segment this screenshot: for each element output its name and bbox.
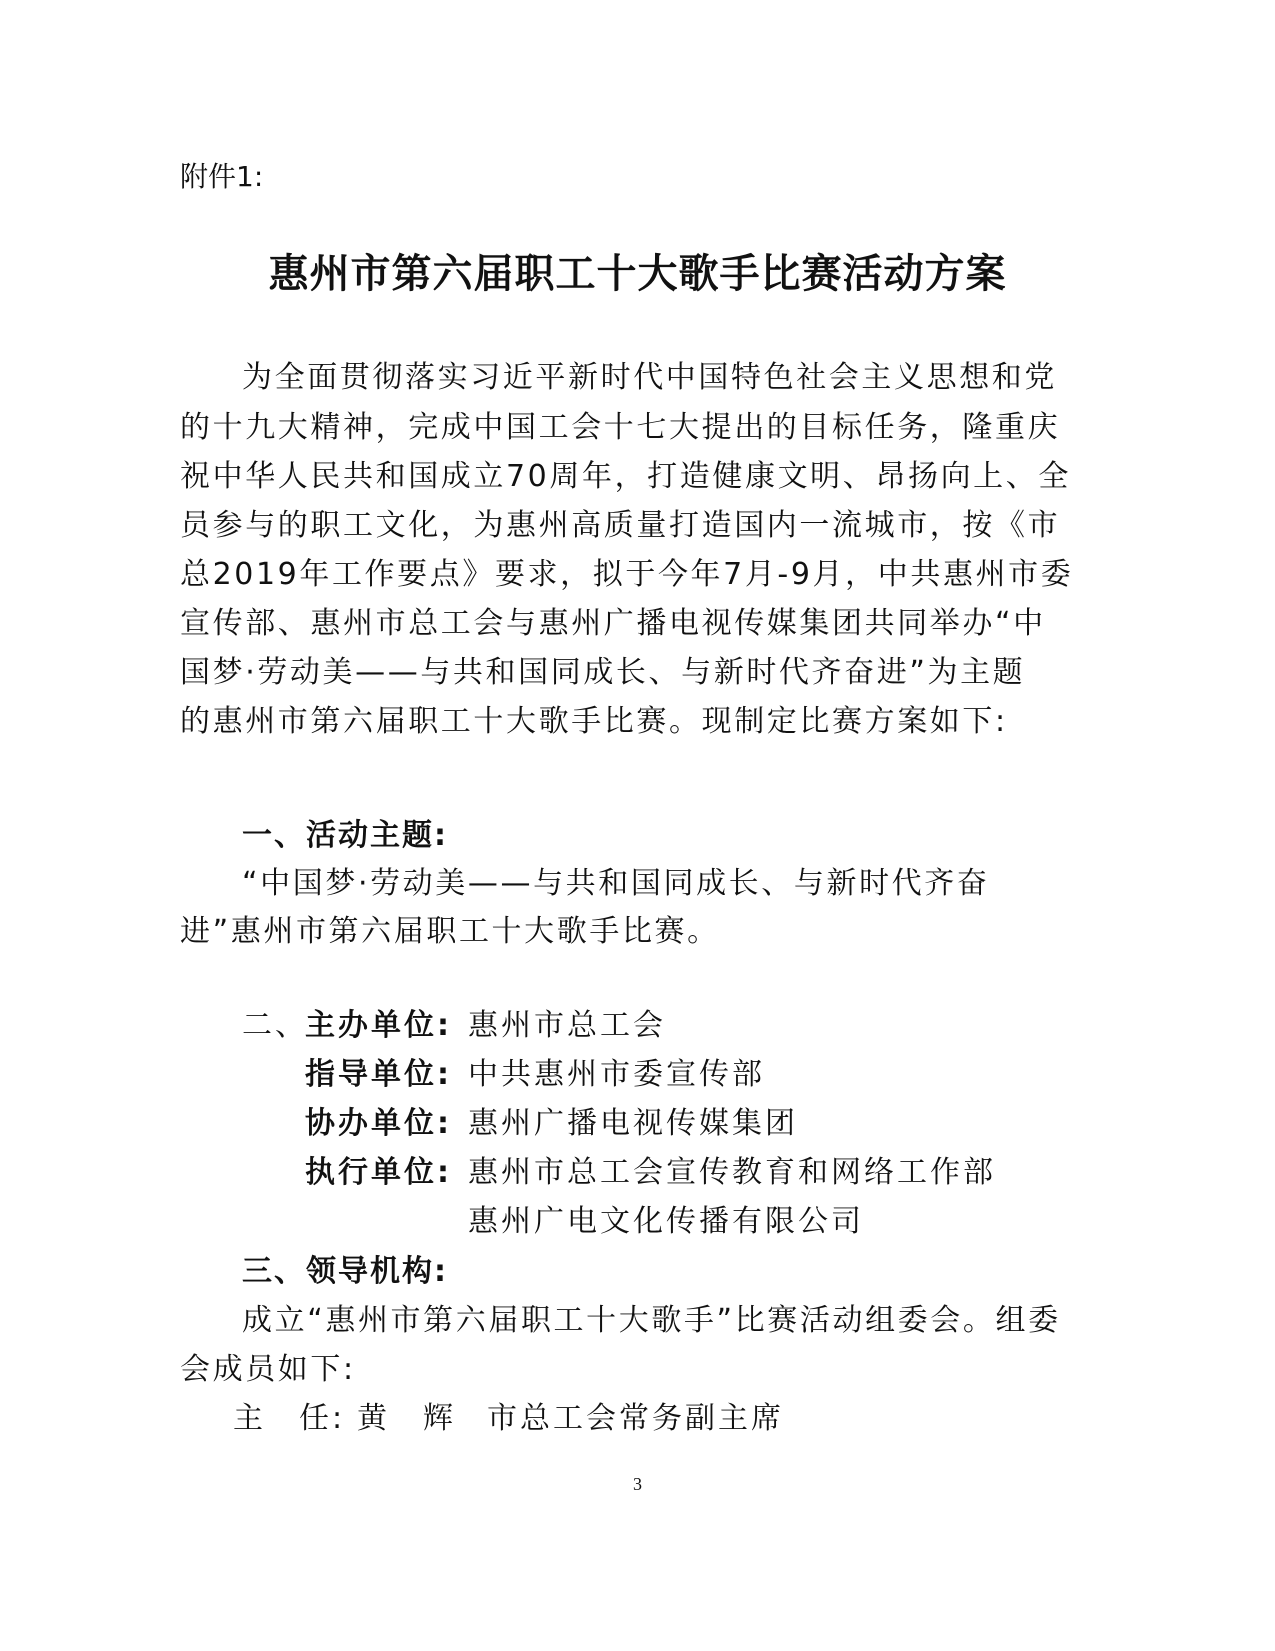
intro-line: 员参与的职工文化，为惠州高质量打造国内一流城市，按《市 bbox=[180, 508, 1061, 543]
organizer-value: 惠州广播电视传媒集团 bbox=[468, 1106, 798, 1141]
document-title: 惠州市第六届职工十大歌手比赛活动方案 bbox=[268, 250, 1007, 297]
organizer-label: 执行单位: bbox=[305, 1155, 452, 1190]
member-position: 市总工会常务副主席 bbox=[487, 1401, 784, 1436]
organizer-label: 指导单位: bbox=[305, 1057, 452, 1092]
organizer-label: 协办单位: bbox=[305, 1106, 452, 1141]
organizer-value: 中共惠州市委宣传部 bbox=[468, 1057, 765, 1092]
intro-line: 祝中华人民共和国成立70周年，打造健康文明、昂扬向上、全 bbox=[180, 459, 1071, 494]
section-prefix: 二、 bbox=[242, 1008, 308, 1043]
organizer-value: 惠州市总工会宣传教育和网络工作部 bbox=[468, 1155, 996, 1190]
organizer-label: 主办单位: bbox=[305, 1008, 452, 1043]
section-heading: 一、活动主题: bbox=[242, 818, 448, 853]
attachment-label: 附件1: bbox=[180, 160, 264, 193]
section-line: 成立“惠州市第六届职工十大歌手”比赛活动组委会。组委 bbox=[242, 1303, 1061, 1338]
section-heading: 三、领导机构: bbox=[242, 1254, 448, 1289]
intro-line: 的十九大精神，完成中国工会十七大提出的目标任务，隆重庆 bbox=[180, 410, 1061, 445]
intro-line: 国梦·劳动美——与共和国同成长、与新时代齐奋进”为主题 bbox=[180, 655, 1026, 690]
section-line: “中国梦·劳动美——与共和国同成长、与新时代齐奋 bbox=[242, 866, 990, 901]
member-name: 黄 辉 bbox=[357, 1401, 456, 1436]
organizer-value: 惠州市总工会 bbox=[468, 1008, 666, 1043]
intro-line: 的惠州市第六届职工十大歌手比赛。现制定比赛方案如下: bbox=[180, 704, 1008, 739]
page-number: 3 bbox=[633, 1474, 642, 1494]
section-line: 进”惠州市第六届职工十大歌手比赛。 bbox=[180, 914, 720, 949]
intro-line: 宣传部、惠州市总工会与惠州广播电视传媒集团共同举办“中 bbox=[180, 606, 1046, 641]
intro-line: 总2019年工作要点》要求，拟于今年7月-9月，中共惠州市委 bbox=[180, 557, 1074, 592]
section-line: 会成员如下: bbox=[180, 1352, 356, 1387]
intro-line: 为全面贯彻落实习近平新时代中国特色社会主义思想和党 bbox=[242, 360, 1057, 395]
member-role: 主 任: bbox=[233, 1401, 346, 1436]
organizer-value-extra: 惠州广电文化传播有限公司 bbox=[468, 1204, 864, 1239]
